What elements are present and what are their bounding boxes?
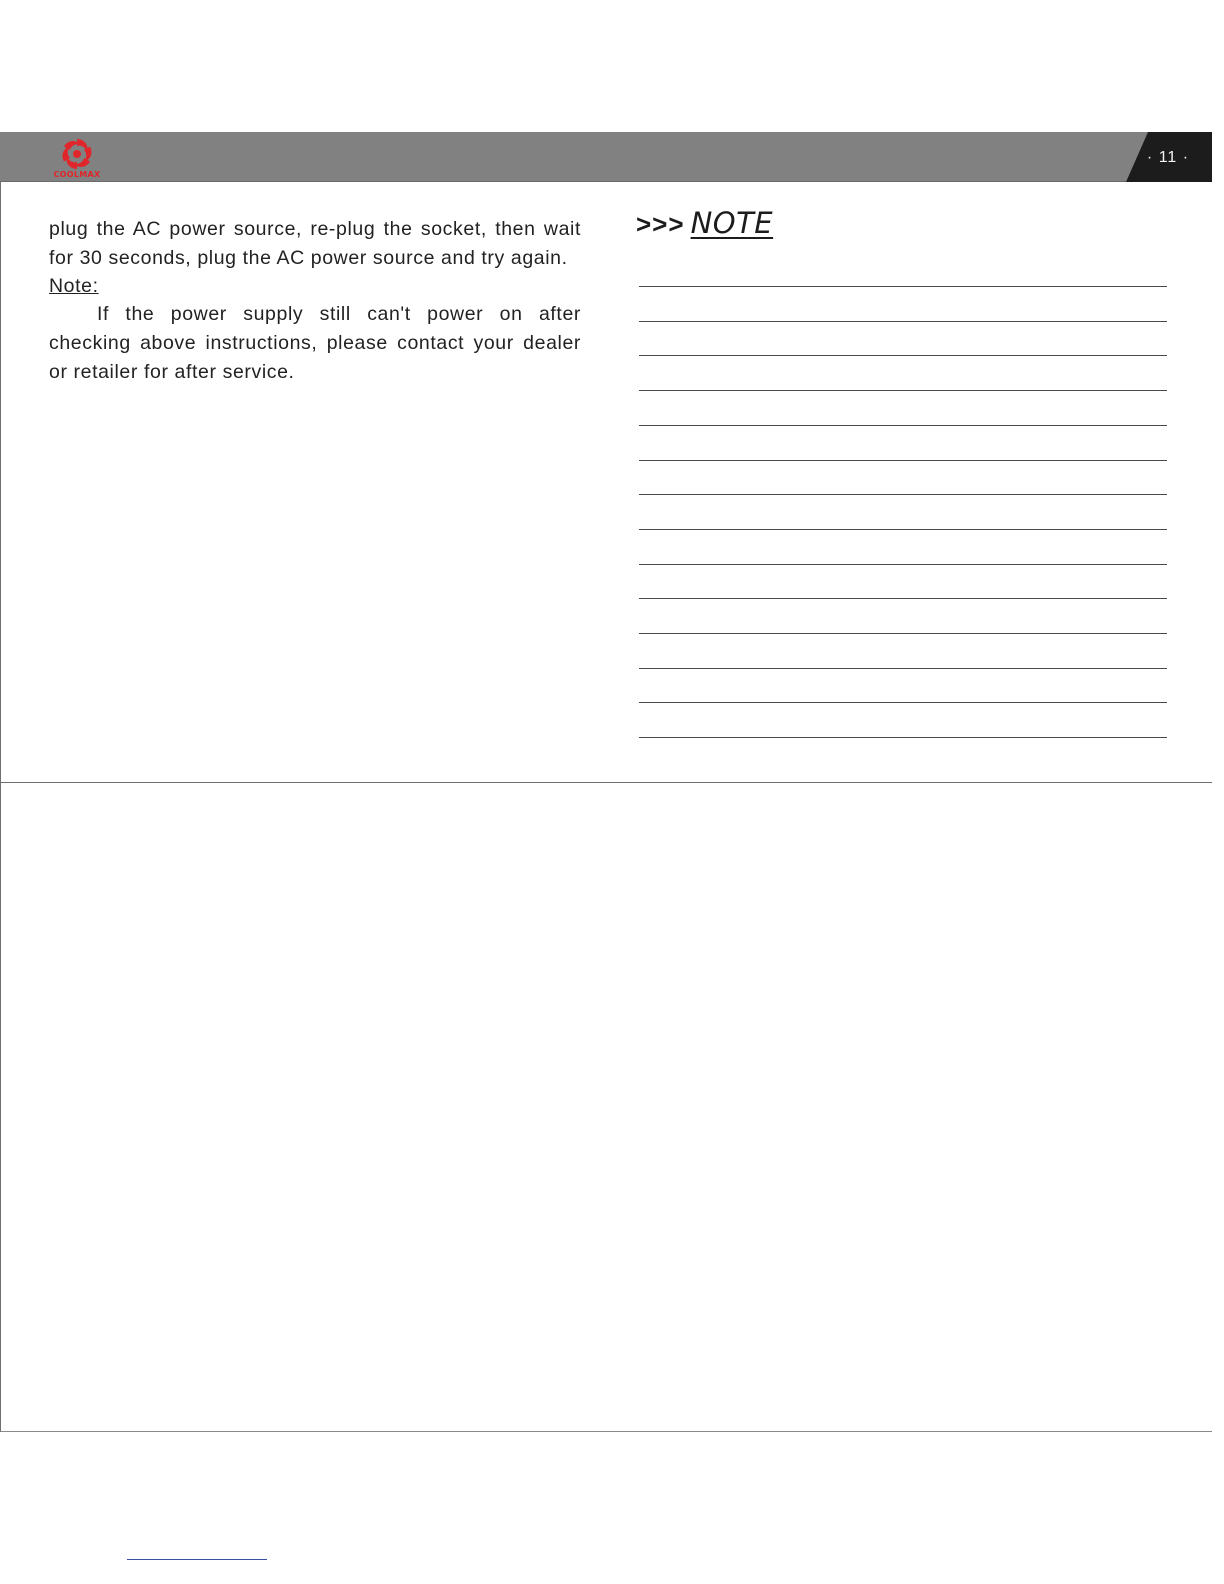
note-arrows: >>> [636,209,685,239]
note-line [639,737,1167,738]
coolmax-logo [46,137,108,181]
note-heading [636,206,773,240]
footer-link-underline [127,1559,267,1560]
note-line [639,390,1167,391]
note-line [639,529,1167,530]
note-line [639,668,1167,669]
logo-text: COOLMAX [53,170,101,179]
note-title: NOTE [690,206,774,240]
note-line [639,321,1167,322]
note-line [639,598,1167,599]
troubleshooting-text [49,215,581,387]
note-line [639,564,1167,565]
section-divider [0,782,1212,783]
note-line [639,286,1167,287]
header-bar [0,132,1212,182]
paragraph-retry: plug the AC power source, re-plug the socket, then wait for 30 seconds, plug the AC power source and try again. [49,218,581,269]
fan-logo-icon [46,137,108,171]
note-line [639,355,1167,356]
page-number: · 11 · [1146,149,1190,166]
note-label: Note: [49,275,99,297]
note-line [639,702,1167,703]
note-line [639,633,1167,634]
note-line [639,460,1167,461]
note-line [639,494,1167,495]
paragraph-contact-dealer: If the power supply still can't power on after checking above instructions, please contact your dealer or retailer for after service. [49,303,581,383]
note-line [639,425,1167,426]
